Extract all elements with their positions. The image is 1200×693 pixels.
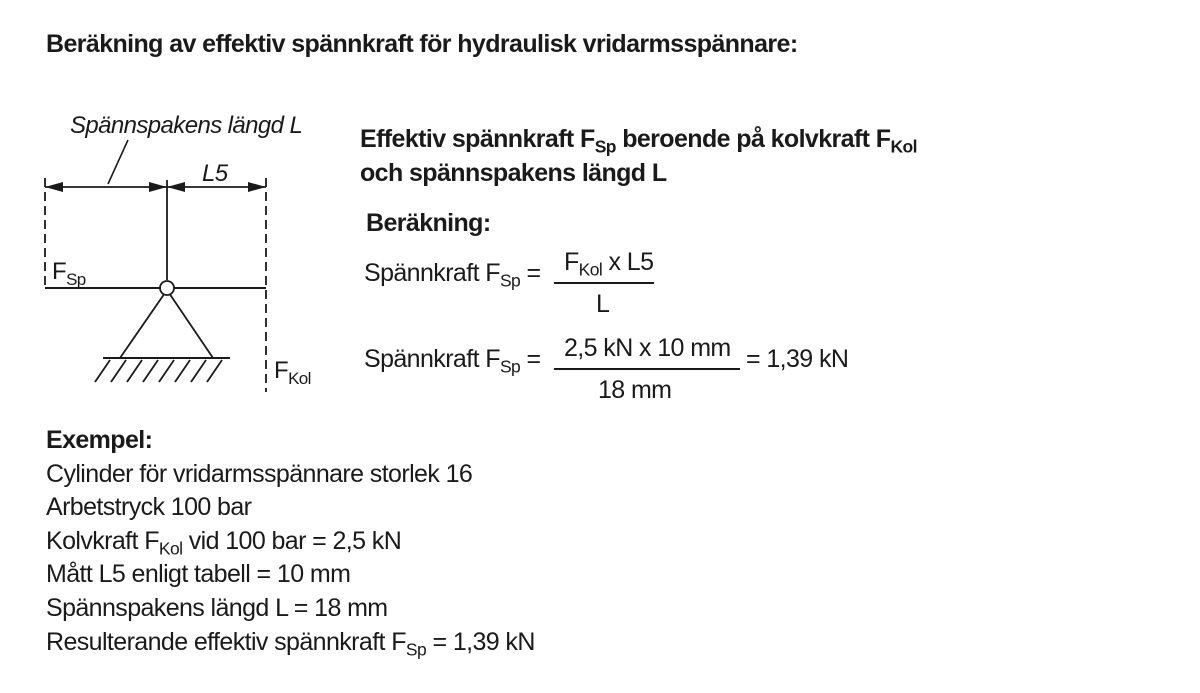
clamp-lever-diagram xyxy=(0,100,340,410)
example-line: Mått L5 enligt tabell = 10 mm xyxy=(46,560,351,589)
formula2-denominator: 18 mm xyxy=(598,376,672,404)
example-title: Exempel: xyxy=(46,426,153,454)
example-line: Resulterande effektiv spännkraft $F_{Sp} = 1,39$ kN xyxy=(46,627,535,660)
leader-line xyxy=(108,140,128,184)
example-line: Cylinder för vridarmsspännare storlek 16 xyxy=(46,459,473,488)
formula1-fraction-bar xyxy=(554,282,654,284)
formula1-lhs: Spännkraft $F_{Sp}$ = xyxy=(364,259,541,291)
example-line: Spännspakens längd L = 18 mm xyxy=(46,593,388,622)
l5-label: L5 xyxy=(202,160,228,187)
calculation-heading: Beräkning: xyxy=(366,209,491,237)
effective-force-title xyxy=(360,122,917,190)
support-left-leg xyxy=(120,290,167,358)
formula2-numerator: 2,5 kN x 10 mm xyxy=(564,334,731,362)
example-block xyxy=(46,424,535,659)
formula1-denominator: L xyxy=(596,290,610,318)
arrow-right-icon xyxy=(248,182,266,192)
f-sp-label: $F_{Sp}$ xyxy=(52,258,86,289)
formula2-result: = 1,39 kN xyxy=(746,345,849,373)
example-line: Kolvkraft $F_{Kol}$ vid 100 bar = 2,5 kN xyxy=(46,526,402,559)
formula1-numerator: $F_{Kol}$ x L5 xyxy=(564,248,654,280)
f-kol-label: $F_{Kol}$ xyxy=(274,357,311,388)
arrow-left-icon xyxy=(167,182,185,192)
pivot-joint-icon xyxy=(160,281,174,295)
ground-hatch-icon xyxy=(95,360,222,382)
page-title: Beräkning av effektiv spännkraft för hydraulisk vridarmsspännare: xyxy=(46,30,798,58)
example-line: Arbetstryck 100 bar xyxy=(46,493,252,522)
effective-force-title-line2: och spännspakens längd L xyxy=(360,159,667,187)
arrow-right-icon xyxy=(149,182,167,192)
effective-force-title-line1: Effektiv spännkraft $F_{Sp}$ beroende på kolvkraft $F_{Kol}$ xyxy=(360,125,917,157)
support-right-leg xyxy=(167,290,213,358)
formula2-lhs: Spännkraft $F_{Sp}$ = xyxy=(364,345,541,377)
lever-length-label: Spännspakens längd L xyxy=(70,112,303,139)
formula2-fraction-bar xyxy=(554,368,740,370)
arrow-left-icon xyxy=(45,182,63,192)
